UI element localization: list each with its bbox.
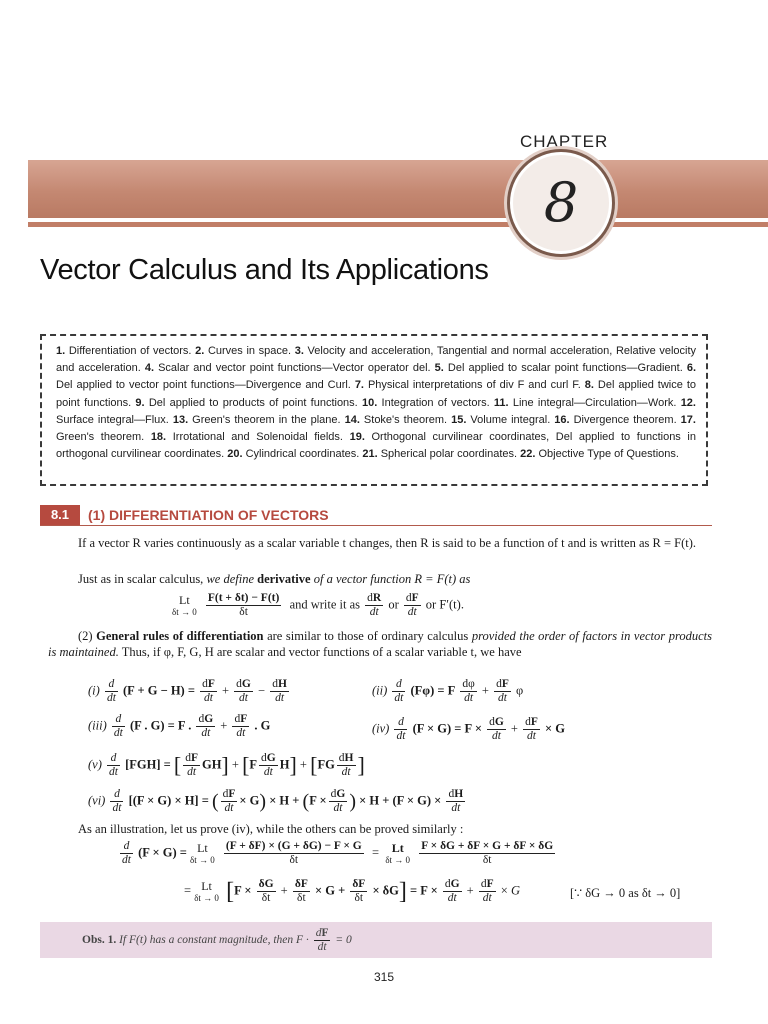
syllabus-item-text: Cylindrical coordinates. bbox=[245, 448, 363, 461]
syllabus-item-number: 19. bbox=[349, 431, 372, 444]
syllabus-item-text: Green's theorem. bbox=[56, 431, 151, 444]
rule-ii: (ii) $\frac{d}{dt}$ (Fφ) = F $\frac{d\varphi}{dt}$ + $\frac{dF}{dt}$ φ bbox=[372, 678, 524, 704]
text-span: or F′(t). bbox=[425, 597, 464, 612]
text-span: or bbox=[388, 597, 399, 612]
rule-vi: (vi) $\frac{d}{dt}$ [(F × G) × H] = ( $\frac{dF}{dt}$ × G) × H + (F × $\frac{dG}{dt}$ ) × H + (F × G) × $\frac{dH}{dt}$ bbox=[88, 788, 464, 814]
syllabus-item-text: Physical interpretations of div F and curl F. bbox=[367, 379, 585, 392]
chapter-word: CHAPTER bbox=[520, 132, 609, 151]
syllabus-item bbox=[345, 414, 451, 426]
syllabus-item-number: 16. bbox=[554, 413, 574, 426]
syllabus-item bbox=[520, 448, 679, 460]
syllabus-item-text: Irrotational and Solenoidal fields. bbox=[172, 431, 350, 444]
rule-label: (i) bbox=[88, 683, 100, 698]
syllabus-item-number: 15. bbox=[451, 413, 471, 426]
section-heading bbox=[40, 505, 712, 526]
def-numerator: F(t + δt) − F(t) bbox=[207, 592, 280, 604]
syllabus-item bbox=[355, 379, 585, 391]
syllabus-item-number: 2. bbox=[195, 345, 208, 357]
syllabus-item bbox=[195, 345, 295, 357]
limit-label: Lt bbox=[179, 593, 190, 607]
syllabus-item-text: Volume integral. bbox=[470, 413, 555, 426]
syllabus-item-number: 9. bbox=[135, 396, 149, 409]
section-number: 8.1 bbox=[40, 505, 80, 525]
text-span: provided the order of factors in vector products is maintained. bbox=[48, 629, 712, 659]
syllabus-item-text: Velocity and acceleration, Tangential and normal acceleration, Relative velocity and acceleration. bbox=[56, 345, 697, 375]
page-number: 315 bbox=[373, 970, 395, 984]
syllabus-item bbox=[227, 448, 362, 460]
limit-sub: δt → 0 bbox=[172, 607, 197, 617]
rule-iii: (iii) $\frac{d}{dt}$ (F . G) = F . $\frac{dG}{dt}$ + $\frac{dF}{dt}$ . G bbox=[88, 713, 271, 739]
syllabus-item-number: 10. bbox=[361, 396, 382, 409]
rule-label: (v) bbox=[88, 757, 102, 772]
syllabus-item-text: Scalar and vector point functions—Vector operator del. bbox=[158, 362, 435, 375]
syllabus-item bbox=[173, 414, 345, 426]
syllabus-item bbox=[151, 431, 350, 443]
syllabus-item-number: 7. bbox=[354, 379, 368, 392]
text-span: derivative bbox=[257, 572, 311, 586]
text-span: we define bbox=[206, 572, 254, 586]
syllabus-item-number: 20. bbox=[227, 448, 246, 461]
rule-label: (iii) bbox=[88, 718, 107, 733]
syllabus-item bbox=[362, 397, 494, 409]
syllabus-item-text: Del applied to scalar point functions—Gradient. bbox=[447, 362, 687, 375]
observation-text: Obs. 1. If F(t) has a constant magnitude, then F · $\frac{dF}{dt}$ = 0 bbox=[82, 926, 352, 953]
syllabus-item-number: 21. bbox=[362, 448, 381, 461]
proof-line-1: $\frac{d}{dt}$ (F × G) = Lt δt → 0 $\frac{(F + \delta F) \times (G + \delta G) - F \times G}{\delta t}$ = Lt δt → 0 $\frac{F \times \delta G + \delta F \times G + \delta F \times \delta G}{\delta t}$ bbox=[122, 840, 554, 866]
syllabus-item bbox=[435, 362, 687, 374]
syllabus-item bbox=[135, 397, 362, 409]
paragraph-intro: If a vector R varies continuously as a scalar variable t changes, then R is said to be a function of t and is written as R = F(t). bbox=[78, 536, 696, 550]
syllabus-item-number: 8. bbox=[584, 379, 598, 392]
syllabus-item bbox=[362, 448, 520, 460]
text-span: and write it as bbox=[289, 597, 361, 612]
def-denominator: δt bbox=[239, 606, 248, 618]
syllabus-item-text: Objective Type of Questions. bbox=[538, 448, 679, 461]
syllabus-item-text: Orthogonal curvilinear coordinates, Del applied to functions in orthogonal curvilinear coordinates. bbox=[56, 431, 696, 461]
rule-iv: (iv) $\frac{d}{dt}$ (F × G) = F × $\frac{dG}{dt}$ + $\frac{dF}{dt}$ × G bbox=[372, 716, 565, 742]
chapter-title: Vector Calculus and Its Applications bbox=[40, 254, 489, 286]
syllabus-item-number: 11. bbox=[493, 396, 513, 409]
syllabus-item-text: Spherical polar coordinates. bbox=[380, 448, 521, 461]
chapter-banner bbox=[28, 160, 768, 218]
syllabus-item-number: 22. bbox=[520, 448, 539, 461]
text-span: Thus, if φ, F, G, H are scalar and vector functions of a scalar variable t, we have bbox=[121, 645, 522, 659]
paragraph-rules bbox=[48, 628, 712, 660]
rule-label: (iv) bbox=[372, 721, 390, 736]
syllabus-item bbox=[145, 362, 435, 374]
paragraph-define bbox=[48, 571, 712, 587]
syllabus-item bbox=[56, 345, 195, 357]
syllabus-item bbox=[554, 414, 680, 426]
syllabus-item-number: 6. bbox=[686, 362, 697, 375]
chapter-badge bbox=[510, 152, 612, 254]
syllabus-item-number: 13. bbox=[172, 413, 193, 426]
syllabus-item-number: 3. bbox=[294, 345, 308, 357]
syllabus-item-text: Curves in space. bbox=[207, 345, 295, 357]
syllabus-item-text: Del applied to products of point functions. bbox=[148, 396, 362, 409]
syllabus-item-text: Line integral—Circulation—Work. bbox=[512, 396, 681, 409]
chapter-number: 8 bbox=[543, 171, 579, 234]
syllabus-item-number: 14. bbox=[344, 413, 364, 426]
text-span: (2) bbox=[78, 629, 93, 643]
rule-i: (i) $\frac{d}{dt}$ (F + G − H) = $\frac{dF}{dt}$ + $\frac{dG}{dt}$ − $\frac{dH}{dt}$ bbox=[88, 678, 287, 704]
syllabus-item-number: 1. bbox=[56, 345, 69, 357]
syllabus-item-text: Green's theorem in the plane. bbox=[192, 413, 345, 426]
derivative-definition: Lt δt → 0 $\frac{F(t + \delta t) - F(t)}{\delta t}$ and write it as $\frac{dR}{dt}$ or $\frac{dF}{dt}$ or F′(t). bbox=[172, 592, 464, 618]
text-span: Just as in scalar calculus, bbox=[78, 572, 204, 586]
section-title: (1) DIFFERENTIATION OF VECTORS bbox=[88, 507, 329, 523]
text-span: of a vector function R = F(t) as bbox=[313, 572, 471, 586]
obs-label: Obs. 1. bbox=[82, 933, 117, 946]
syllabus-item-text: Del applied twice to point functions. bbox=[56, 379, 696, 409]
syllabus-item-number: 5. bbox=[434, 362, 448, 375]
syllabus-item-text: Stoke's theorem. bbox=[363, 413, 452, 426]
syllabus-box bbox=[40, 334, 708, 486]
paragraph-illustration: As an illustration, let us prove (iv), while the others can be proved similarly : bbox=[78, 822, 464, 836]
syllabus-item-text: Divergence theorem. bbox=[573, 413, 681, 426]
syllabus-item-text: Differentiation of vectors. bbox=[68, 345, 196, 357]
syllabus-item-number: 18. bbox=[150, 431, 173, 444]
banner-underline bbox=[28, 222, 768, 227]
observation-box bbox=[40, 922, 712, 958]
rule-label: (vi) bbox=[88, 793, 106, 808]
syllabus-item-number: 12. bbox=[680, 396, 696, 409]
text-span: General rules of differentiation bbox=[96, 629, 264, 643]
syllabus-item-text: Surface integral—Flux. bbox=[56, 413, 173, 426]
syllabus-item bbox=[451, 414, 554, 426]
syllabus-item-number: 4. bbox=[144, 362, 159, 375]
obs-body: If F(t) has a constant magnitude, then F · bbox=[119, 933, 309, 946]
rule-v: (v) $\frac{d}{dt}$ [FGH] = [ $\frac{dF}{dt}$ GH] + [F $\frac{dG}{dt}$ H] + [FG $\frac{dH}{dt}$ ] bbox=[88, 752, 365, 778]
rule-label: (ii) bbox=[372, 683, 388, 698]
text-span: are similar to those of ordinary calculus bbox=[267, 629, 469, 643]
syllabus-item-text: Integration of vectors. bbox=[381, 396, 494, 409]
syllabus-item-number: 17. bbox=[680, 413, 696, 426]
proof-note: [∵ δG → 0 as δt → 0] bbox=[570, 886, 681, 900]
obs-tail: = 0 bbox=[335, 933, 352, 946]
syllabus-item bbox=[494, 397, 681, 409]
syllabus-item-text: Del applied to vector point functions—Divergence and Curl. bbox=[56, 379, 355, 392]
proof-line-2: = Lt δt → 0 [F × $\frac{\delta G}{\delta t}$ + $\frac{\delta F}{\delta t}$ × G + $\frac{\delta F}{\delta t}$ × δG] = F × $\frac{dG}{dt}$ + $\frac{dF}{dt}$ × G bbox=[184, 878, 520, 905]
